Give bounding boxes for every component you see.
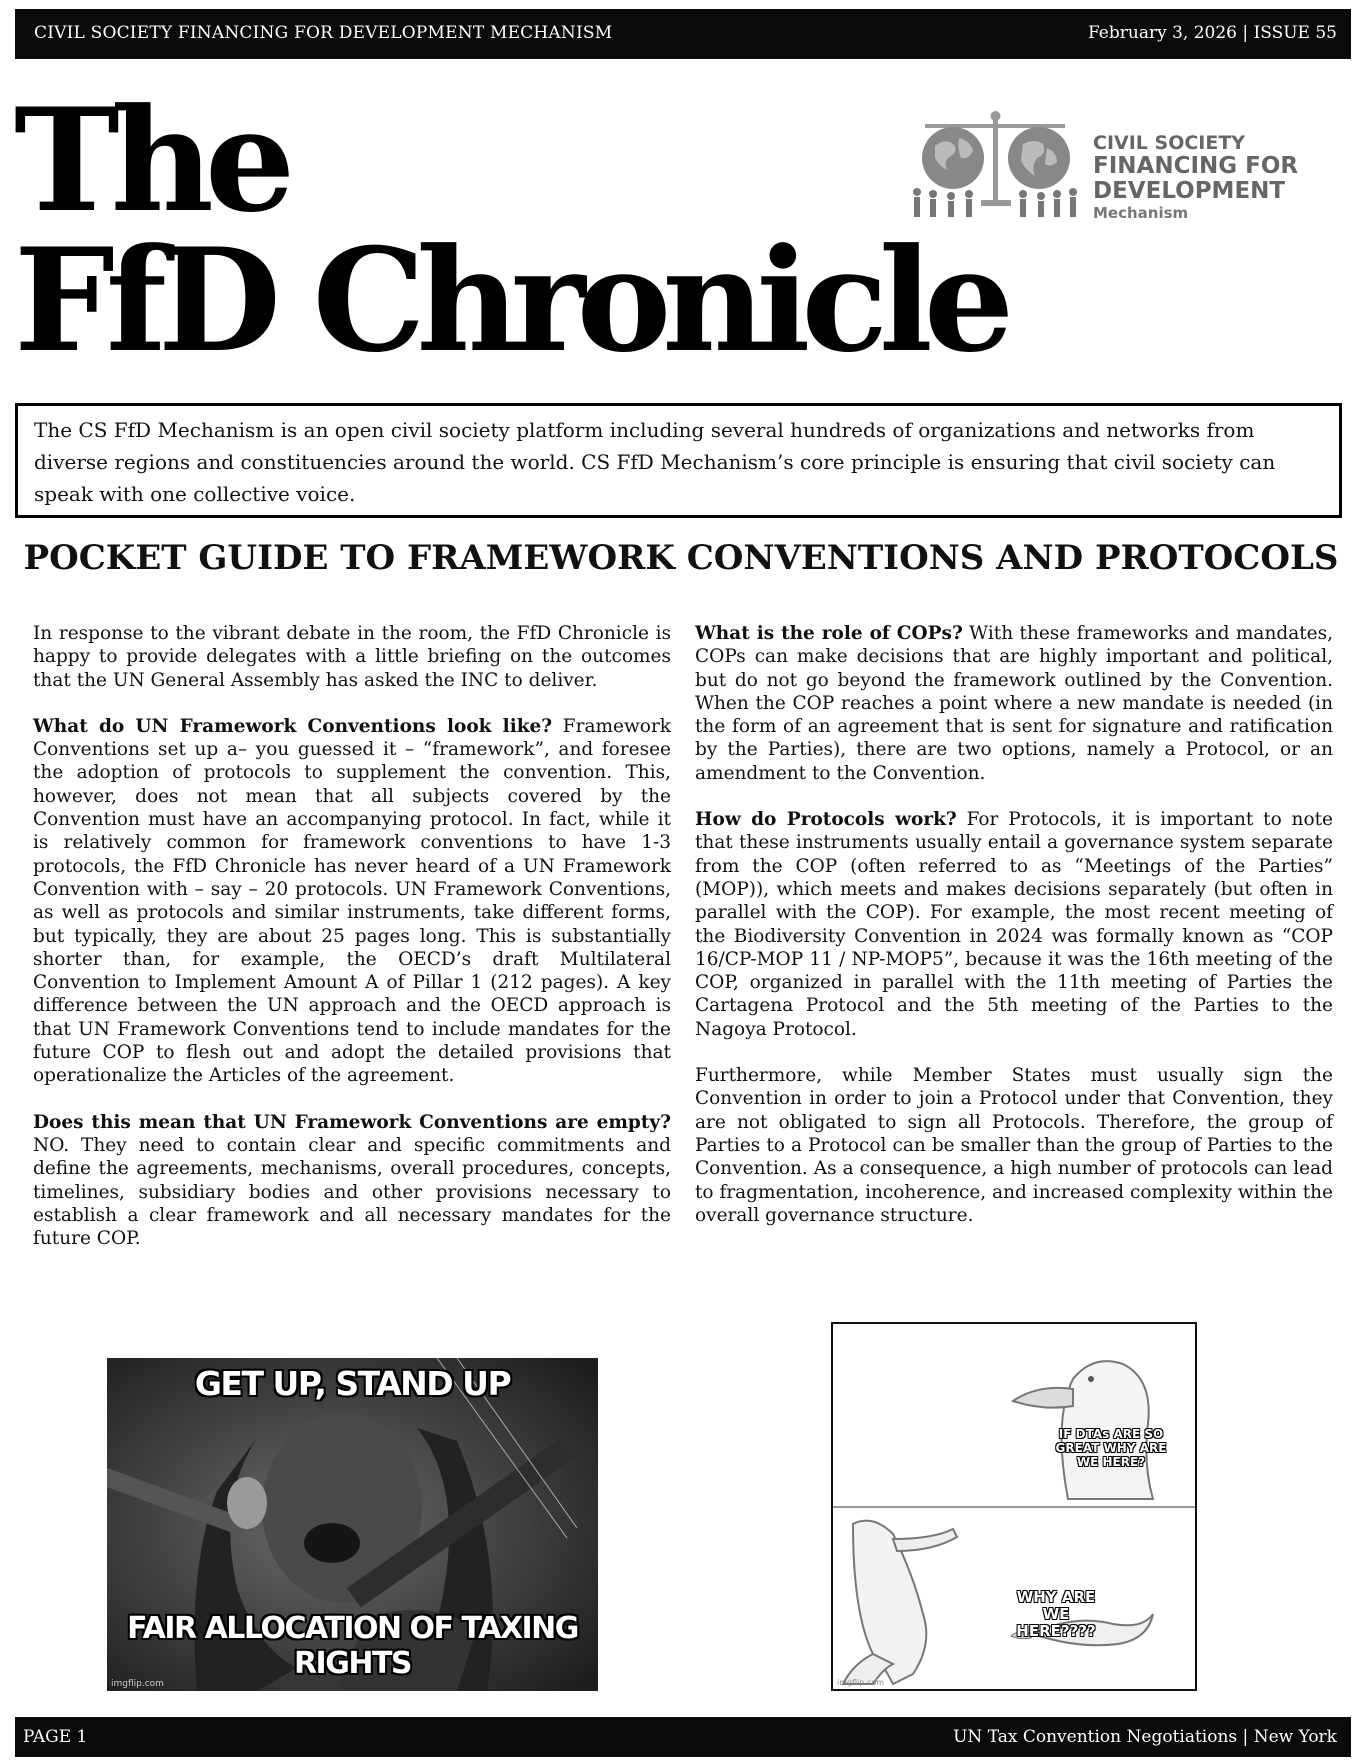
top-banner [15, 9, 1351, 59]
paragraph-empty-conventions [33, 1111, 671, 1251]
scales-globes-icon [905, 108, 1085, 226]
question-protocols: How do Protocols work? [695, 809, 957, 831]
cs-ffd-logo [905, 108, 1325, 226]
article-headline: POCKET GUIDE TO FRAMEWORK CONVENTIONS AND PROTOCOLS [23, 538, 1339, 578]
logo-wordmark [1093, 132, 1298, 222]
paragraph-intro: In response to the vibrant debate in the room, the FfD Chronicle is happy to provide delegates with a little briefing on the outcomes that the UN General Assembly has asked the INC to deliver. [33, 623, 671, 691]
meme-caption-top: GET UP, STAND UP [194, 1364, 511, 1403]
logo-line-4: Mechanism [1093, 204, 1189, 222]
org-name: CIVIL SOCIETY FINANCING FOR DEVELOPMENT MECHANISM [34, 23, 613, 43]
question-framework-conventions: What do UN Framework Conventions look like? [33, 715, 553, 737]
paragraph-fragmentation: Furthermore, while Member States must usually sign the Convention in order to join a Protocol under that Convention, they are not obligated to sign all Protocols. Therefore, the group of Parties to a Protocol can be smaller than the group of Parties to the Convention. As a consequence, a high number of protocols can lead to fragmentation, incoherence, and increased complexity within the overall governance structure. [695, 1065, 1333, 1226]
paragraph-role-of-cops [695, 622, 1333, 785]
logo-line-2: FINANCING FOR [1093, 153, 1299, 179]
footer-event: UN Tax Convention Negotiations | New York [953, 1727, 1337, 1747]
masthead-title [14, 78, 1006, 385]
paragraph-framework-conventions [33, 715, 671, 1088]
answer-role-of-cops: With these frameworks and mandates, COPs can make decisions that are highly important and political, but do not go beyond the framework outlined by the Convention. When the COP reaches a point where a new mandate is needed (in the form of an agreement that is sent for signature and ratification by the Parties), there are two options, namely a Protocol, or an amendment to the Convention. [695, 623, 1333, 784]
logo-line-3: DEVELOPMENT [1093, 178, 1286, 204]
answer-protocols: For Protocols, it is important to note that these instruments usually entail a governance system separate from the COP (often referred to as “Meetings of the Parties” (MOP)), which meets and makes decisions separately (but often in parallel with the COP). For example, the most recent meeting of the Biodiversity Convention in 2024 was formally known as “COP 16/CP-MOP 11 / NP-MOP5”, because it was the 16th meeting of the COP, organized in parallel with the 11th meeting of Parties the Cartagena Protocol and the 5th meeting of the Parties to the Nagoya Protocol. [695, 809, 1333, 1040]
question-role-of-cops: What is the role of COPs? [695, 623, 963, 644]
paragraph-protocols [695, 808, 1333, 1041]
meme-watermark: imgflip.com [111, 1679, 164, 1689]
meme-watermark-2: imgflip.com [837, 1678, 885, 1687]
answer-empty-conventions: NO. They need to contain clear and specific commitments and define the agreements, mechanisms, overall procedures, concepts, timelines, subsidiary bodies and other provisions necessary to establish a clear framework and all necessary mandates for the future COP. [33, 1134, 671, 1250]
meme-caption-goose: IF DTAs ARE SO GREAT WHY ARE WE HERE? [1055, 1427, 1167, 1469]
date-issue: February 3, 2026 | ISSUE 55 [1087, 23, 1337, 43]
masthead-line-2: FfD Chronicle [14, 218, 1006, 385]
meme-goose-chase [831, 1322, 1197, 1691]
article-column-right [695, 622, 1333, 1250]
masthead-line-1: The [14, 78, 287, 244]
logo-line-1: CIVIL SOCIETY [1093, 132, 1246, 154]
answer-framework-conventions: Framework Conventions set up a– you guessed it – “framework”, and foresee the adoption of protocols to supplement the convention. This, however, does not mean that all subjects covered by the Convention must have an accompanying protocol. In fact, while it is relatively common for framework conventions to have 1-3 protocols, the FfD Chronicle has never heard of a UN Framework Convention with – say – 20 protocols. UN Framework Conventions, as well as protocols and similar instruments, take different forms, but typically, they are about 25 pages long. This is substantially shorter than, for example, the OECD’s draft Multilateral Convention to Implement Amount A of Pillar 1 (212 pages). A key difference between the UN approach and the OECD approach is that UN Framework Conventions tend to include mandates for the future COP to flesh out and adopt the detailed provisions that operationalize the Articles of the agreement. [33, 715, 672, 1087]
footer-bar [15, 1717, 1351, 1757]
meme-caption-chase: WHY ARE WE HERE???? [1016, 1588, 1096, 1640]
intro-box: The CS FfD Mechanism is an open civil society platform including several hundreds of organizations and networks from diverse regions and constituencies around the world. CS FfD Mechanism’s core principle is ensuring that civil society can speak with one collective voice. [15, 403, 1342, 518]
article-column-left [33, 622, 671, 1273]
question-empty-conventions: Does this mean that UN Framework Conventions are empty? [33, 1111, 671, 1133]
meme-get-up-stand-up [107, 1358, 598, 1691]
meme-caption-bottom: FAIR ALLOCATION OF TAXING RIGHTS [127, 1611, 578, 1681]
panel-divider [833, 1506, 1195, 1508]
page-number: PAGE 1 [23, 1727, 88, 1747]
